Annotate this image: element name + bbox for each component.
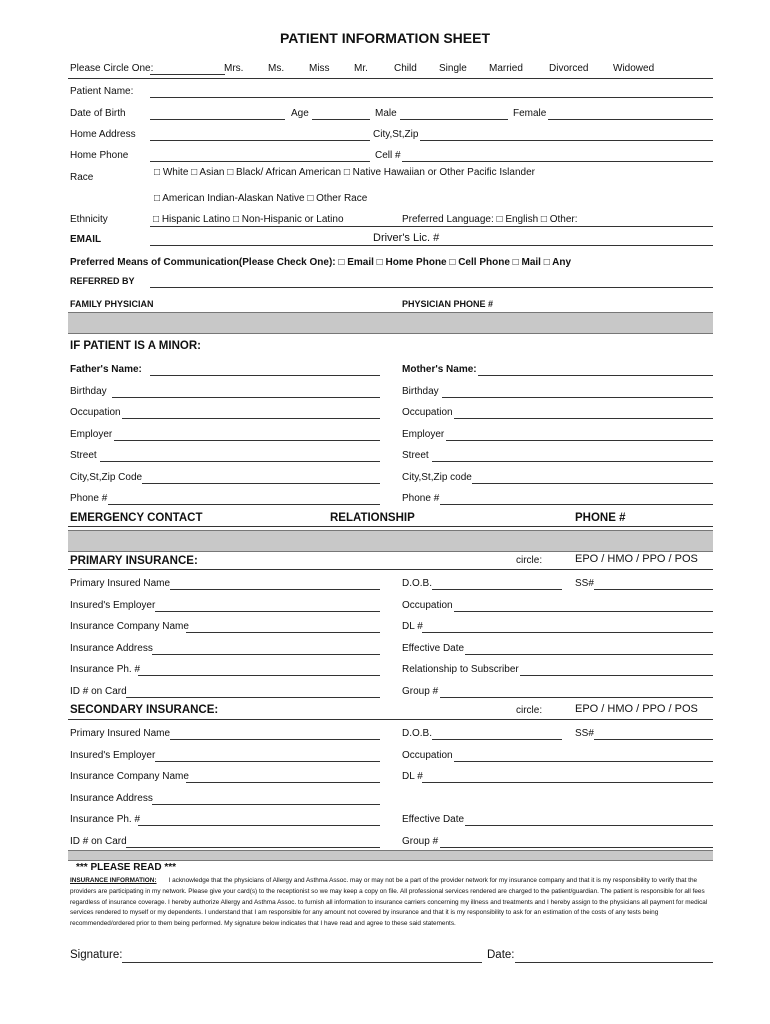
s-dob-label: D.O.B. [402,728,433,739]
father-occupation-label: Occupation [70,407,121,418]
gray-divider-bar [68,530,713,552]
patient-name-label: Patient Name: [70,86,134,97]
option-child[interactable]: Child [394,63,417,74]
option-ms[interactable]: Ms. [268,63,285,74]
s-dob-field[interactable] [432,739,562,740]
fathers-name-label: Father's Name: [70,364,142,375]
option-married[interactable]: Married [489,63,523,74]
s-phone-label: Insurance Ph. # [70,814,141,825]
city-st-zip-field[interactable] [420,140,713,141]
p-group-label: Group # [402,686,439,697]
mother-occupation-label: Occupation [402,407,453,418]
mother-phone-field[interactable] [440,504,713,505]
p-id-card-field[interactable] [126,697,380,698]
race-options-row2[interactable]: □ American Indian-Alaskan Native □ Other Race [154,193,368,204]
primary-plan-options[interactable]: EPO / HMO / PPO / POS [575,553,698,565]
mother-birthday-label: Birthday [402,386,439,397]
p-dl-label: DL # [402,621,423,632]
form-title: PATIENT INFORMATION SHEET [280,30,490,46]
father-phone-field[interactable] [108,504,380,505]
option-miss[interactable]: Miss [309,63,330,74]
p-ss-field[interactable] [594,589,713,590]
p-address-field[interactable] [152,654,380,655]
home-phone-label: Home Phone [70,150,129,161]
s-id-card-label: ID # on Card [70,836,127,847]
secondary-plan-options[interactable]: EPO / HMO / PPO / POS [575,703,698,715]
secondary-circle-label: circle: [516,705,543,716]
s-company-field[interactable] [186,782,380,783]
insurance-info-paragraph [70,876,715,930]
p-insured-name-field[interactable] [170,589,380,590]
s-group-field[interactable] [440,847,713,848]
s-employer-field[interactable] [155,761,380,762]
s-employer-label: Insured's Employer [70,750,156,761]
insurance-info-label: INSURANCE INFORMATION: [70,877,157,884]
mother-occupation-field[interactable] [454,418,713,419]
mother-street-field[interactable] [432,461,713,462]
mother-city-label: City,St,Zip code [402,472,472,483]
p-occupation-field[interactable] [454,611,713,612]
father-employer-label: Employer [70,429,113,440]
father-street-label: Street [70,450,97,461]
preferred-language[interactable]: Preferred Language: □ English □ Other: [402,214,578,225]
father-city-label: City,St,Zip Code [70,472,143,483]
father-phone-label: Phone # [70,493,108,504]
p-company-field[interactable] [186,632,380,633]
s-dl-field[interactable] [422,782,713,783]
primary-insurance-heading: PRIMARY INSURANCE: [70,555,198,567]
drivers-lic-label: Driver's Lic. # [373,232,440,244]
dob-field[interactable] [150,119,285,120]
emergency-contact-label: EMERGENCY CONTACT [70,512,203,524]
father-birthday-field[interactable] [112,397,380,398]
age-label: Age [291,108,309,119]
s-ss-label: SS# [575,728,594,739]
cell-label: Cell # [375,150,401,161]
ethnicity-label: Ethnicity [70,214,108,225]
home-address-label: Home Address [70,129,136,140]
p-relationship-label: Relationship to Subscriber [402,664,519,675]
mother-employer-label: Employer [402,429,445,440]
ethnicity-options[interactable]: □ Hispanic Latino □ Non-Hispanic or Latino [153,214,344,225]
option-widowed[interactable]: Widowed [613,63,655,74]
pref-communication[interactable]: Preferred Means of Communication(Please Check One): □ Email □ Home Phone □ Cell Phone □ Mail □ Any [70,257,572,268]
mother-employer-field[interactable] [446,440,713,441]
p-group-field[interactable] [440,697,713,698]
race-label: Race [70,172,94,183]
option-mr[interactable]: Mr. [354,63,368,74]
father-employer-field[interactable] [114,440,380,441]
primary-circle-label: circle: [516,555,543,566]
cell-field[interactable] [402,161,713,162]
s-address-label: Insurance Address [70,793,153,804]
p-id-card-label: ID # on Card [70,686,127,697]
father-occupation-field[interactable] [122,418,380,419]
email-field[interactable] [150,245,713,246]
home-phone-field[interactable] [150,161,370,162]
father-street-field[interactable] [100,461,380,462]
secondary-insurance-heading: SECONDARY INSURANCE: [70,704,219,716]
patient-name-field[interactable] [150,97,713,98]
mother-birthday-field[interactable] [442,397,713,398]
p-address-label: Insurance Address [70,643,153,654]
fathers-name-field[interactable] [150,375,380,376]
s-insured-name-field[interactable] [170,739,380,740]
option-mrs[interactable]: Mrs. [224,63,244,74]
p-phone-label: Insurance Ph. # [70,664,141,675]
date-label: Date: [487,949,515,961]
family-physician-label: FAMILY PHYSICIAN [70,299,154,309]
mother-phone-label: Phone # [402,493,440,504]
p-effective-label: Effective Date [402,643,465,654]
s-occupation-field[interactable] [454,761,713,762]
s-address-field[interactable] [152,804,380,805]
please-read-heading: *** PLEASE READ *** [76,862,177,873]
s-group-label: Group # [402,836,439,847]
minor-heading: IF PATIENT IS A MINOR: [70,340,201,352]
p-insured-name-label: Primary Insured Name [70,578,171,589]
s-occupation-label: Occupation [402,750,453,761]
p-employer-label: Insured's Employer [70,600,156,611]
gray-divider-bar [68,312,713,334]
p-relationship-field[interactable] [520,675,713,676]
email-label: EMAIL [70,234,102,245]
s-insured-name-label: Primary Insured Name [70,728,171,739]
s-dl-label: DL # [402,771,423,782]
p-company-label: Insurance Company Name [70,621,189,632]
race-options-row1[interactable]: □ White □ Asian □ Black/ African American □ Native Hawaiian or Other Pacific Islander [154,167,535,178]
p-employer-field[interactable] [155,611,380,612]
insurance-info-text: I acknowledge that the physicians of Allergy and Asthma Assoc. may or may not be a part of the provider network for my insurance company and that it is my responsibility to verify that the providers are participating in my network. Please give your card(s) to the receptionist so we may keep a copy on file. All professional services rendered are charged to the patient/guardian. The patient is responsible for all fees regardless of insurance coverage. I hereby authorize Allergy and Asthma Assoc. to furnish all information to insurance carriers concerning my illness and treatments and I hereby assign to the physicians all payment for medical services rendered to myself or my dependents. I understand that I am responsible for any amount not covered by insurance and that it is my responsibility to ask for an estimation of the costs of any tests being recommended/ordered prior to them being performed. My signature below indicates that I have read and agree to these said statements. [70,877,708,928]
p-occupation-label: Occupation [402,600,453,611]
referred-by-label: REFERRED BY [70,276,135,286]
mother-city-field[interactable] [472,483,713,484]
relationship-label: RELATIONSHIP [330,512,415,524]
option-single[interactable]: Single [439,63,467,74]
male-label[interactable]: Male [375,108,397,119]
p-ss-label: SS# [575,578,594,589]
mothers-name-label: Mother's Name: [402,364,477,375]
circle-one-label: Please Circle One: [70,63,154,74]
dob-label: Date of Birth [70,108,126,119]
signature-field[interactable] [122,962,482,963]
age-field[interactable] [312,119,370,120]
s-effective-label: Effective Date [402,814,465,825]
p-dob-field[interactable] [432,589,562,590]
home-address-field[interactable] [150,140,370,141]
s-company-label: Insurance Company Name [70,771,189,782]
signature-label: Signature: [70,949,123,961]
s-effective-field[interactable] [465,825,713,826]
referred-by-field[interactable] [150,287,713,288]
date-field[interactable] [515,962,713,963]
emergency-field[interactable] [68,526,713,527]
option-divorced[interactable]: Divorced [549,63,589,74]
emergency-phone-label: PHONE # [575,512,626,524]
p-phone-field[interactable] [138,675,380,676]
s-phone-field[interactable] [138,825,380,826]
mothers-name-field[interactable] [478,375,713,376]
s-id-card-field[interactable] [126,847,380,848]
gray-divider-bar [68,850,713,861]
mother-street-label: Street [402,450,429,461]
female-label[interactable]: Female [513,108,547,119]
physician-phone-label: PHYSICIAN PHONE # [402,299,494,309]
father-city-field[interactable] [142,483,380,484]
city-st-zip-label: City,St,Zip [373,129,419,140]
p-dl-field[interactable] [422,632,713,633]
p-dob-label: D.O.B. [402,578,433,589]
s-ss-field[interactable] [594,739,713,740]
p-effective-field[interactable] [465,654,713,655]
father-birthday-label: Birthday [70,386,107,397]
